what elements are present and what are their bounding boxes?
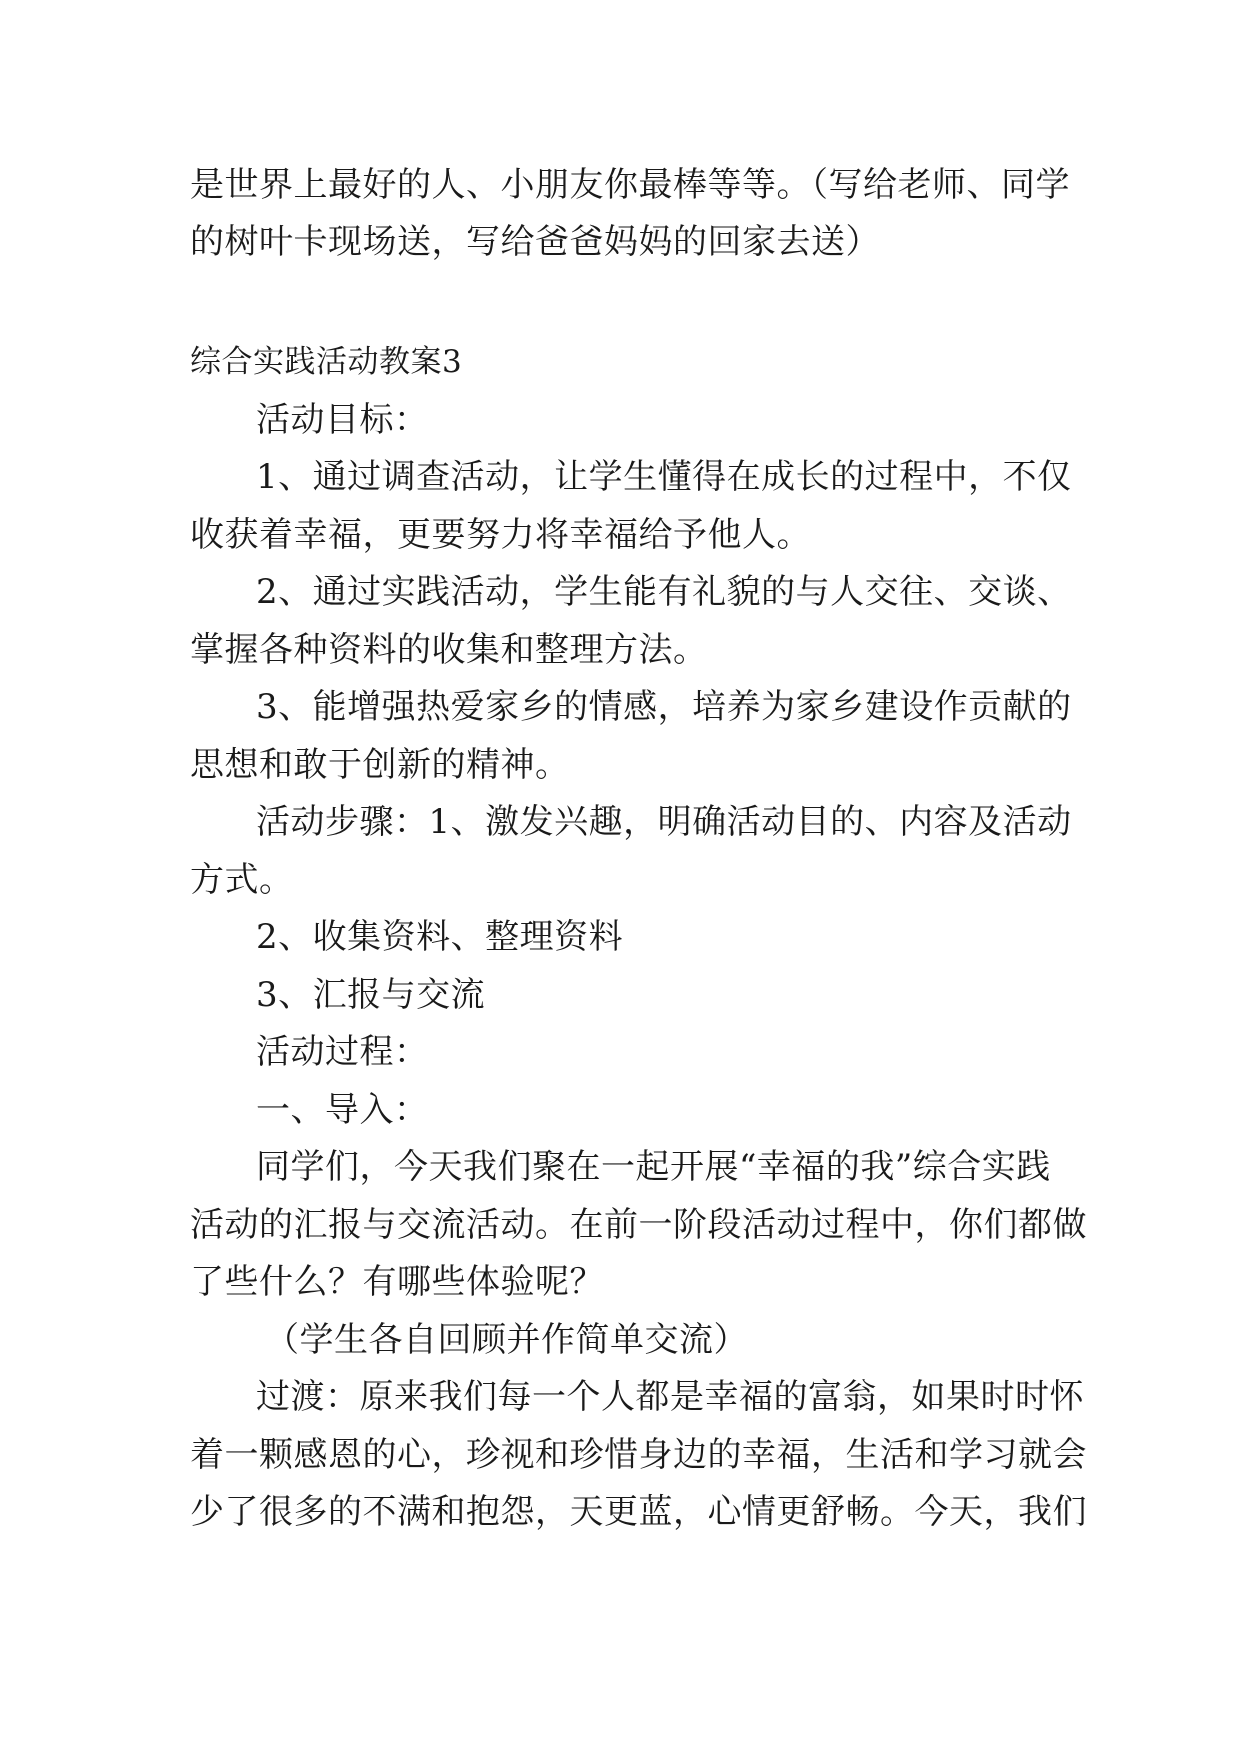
text-line: 方式。 (190, 860, 294, 900)
text-line: 3、能增强热爱家乡的情感，培养为家乡建设作贡献的 (256, 687, 1072, 727)
text-line: 的树叶卡现场送，写给爸爸妈妈的回家去送） (190, 222, 880, 262)
text-line: 2、收集资料、整理资料 (256, 917, 624, 957)
text-line: 少了很多的不满和抱怨，天更蓝，心情更舒畅。今天，我们 (190, 1492, 1087, 1532)
text-line: 1、通过调查活动，让学生懂得在成长的过程中，不仅 (256, 457, 1072, 497)
text-line: 思想和敢于创新的精神。 (190, 745, 570, 785)
text-line: 过渡：原来我们每一个人都是幸福的富翁，如果时时怀 (256, 1377, 1084, 1417)
text-line: 掌握各种资料的收集和整理方法。 (190, 630, 708, 670)
text-line: 一、导入： (256, 1090, 429, 1130)
text-line: （学生各自回顾并作简单交流） (265, 1320, 748, 1360)
text-line: 活动步骤：1、激发兴趣，明确活动目的、内容及活动 (256, 802, 1072, 842)
text-line: 活动目标： (256, 400, 429, 440)
text-line: 2、通过实践活动，学生能有礼貌的与人交往、交谈、 (256, 572, 1072, 612)
text-line: 着一颗感恩的心，珍视和珍惜身边的幸福，生活和学习就会 (190, 1435, 1087, 1475)
text-line: 活动的汇报与交流活动。在前一阶段活动过程中，你们都做 (190, 1205, 1087, 1245)
text-line: 同学们，今天我们聚在一起开展“幸福的我”综合实践 (256, 1147, 1051, 1187)
section-title: 综合实践活动教案3 (190, 344, 463, 380)
text-line: 了些什么？有哪些体验呢？ (190, 1262, 604, 1302)
text-line: 是世界上最好的人、小朋友你最棒等等。（写给老师、同学 (190, 165, 1070, 205)
text-line: 3、汇报与交流 (256, 975, 486, 1015)
text-line: 活动过程： (256, 1032, 429, 1072)
text-line: 收获着幸福，更要努力将幸福给予他人。 (190, 515, 811, 555)
